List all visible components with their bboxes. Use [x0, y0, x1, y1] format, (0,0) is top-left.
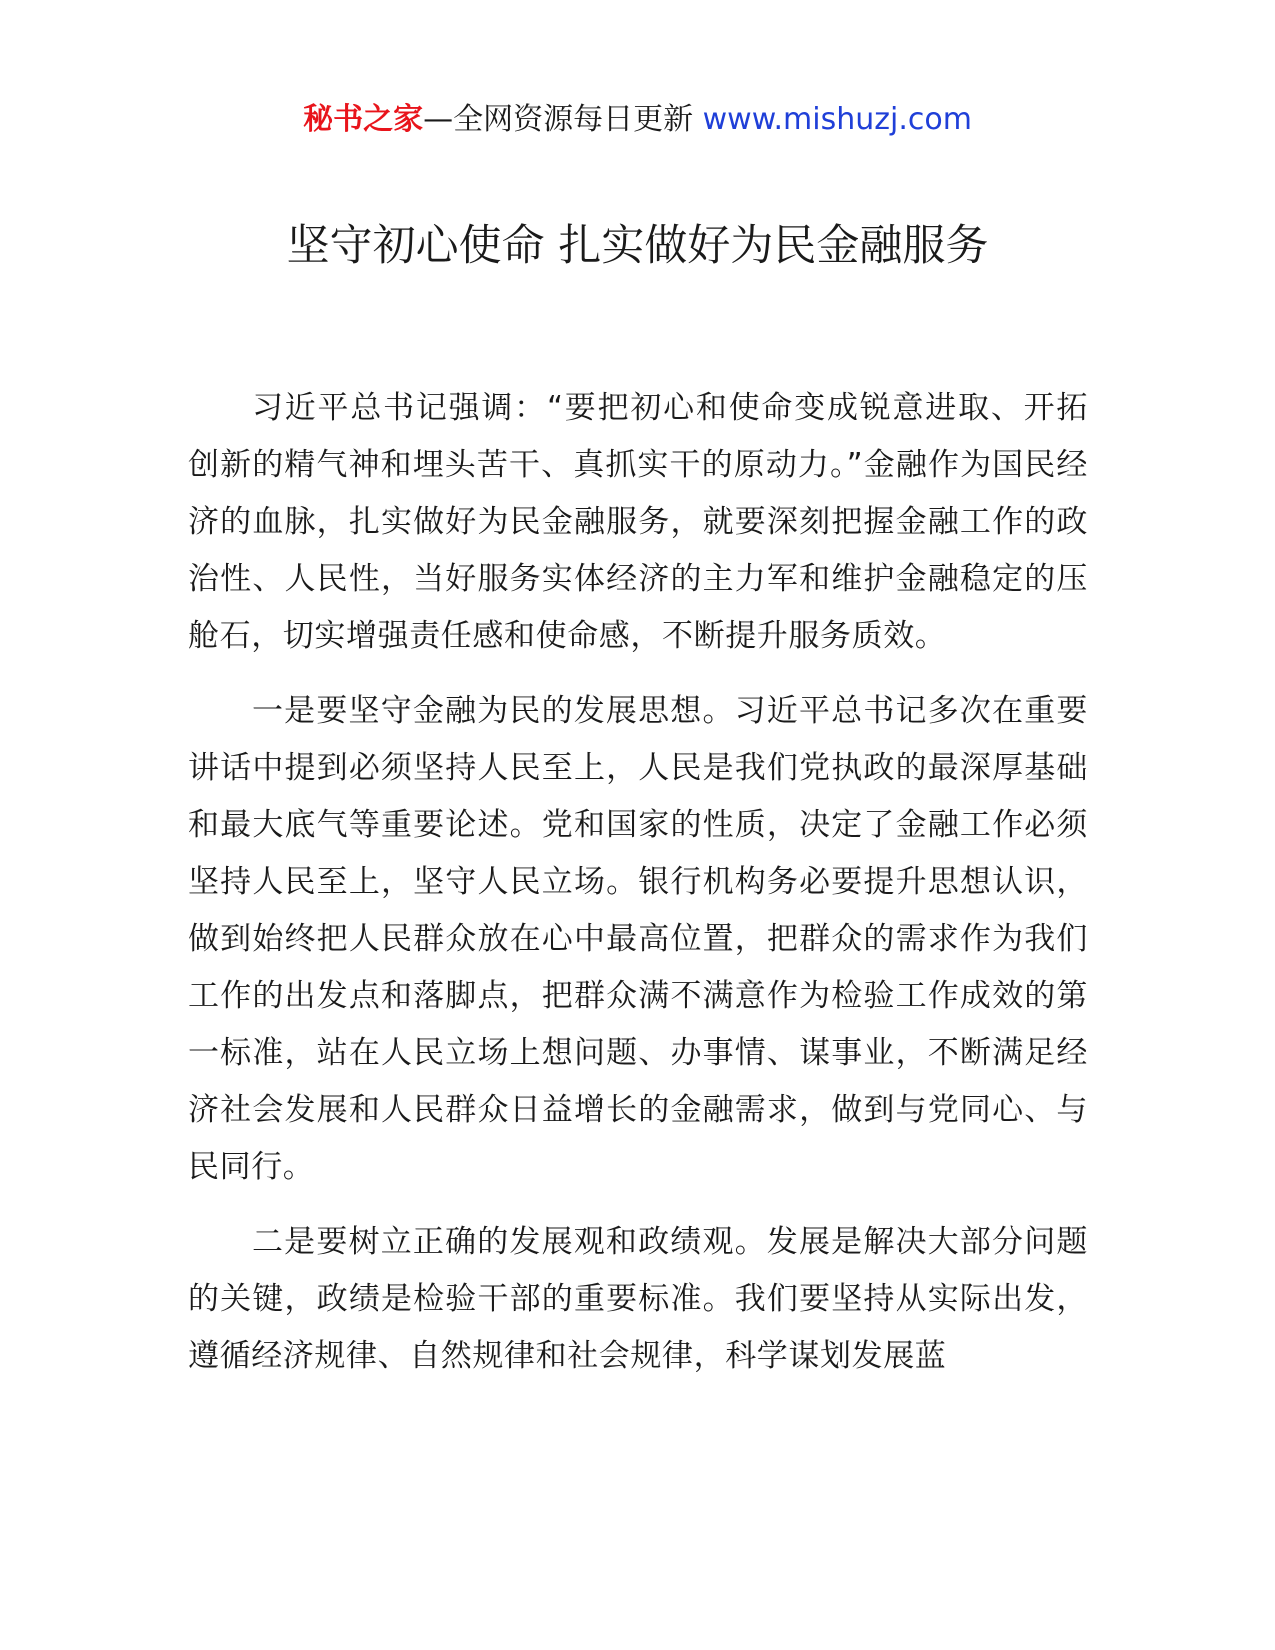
site-url-link[interactable]: www.mishuzj.com: [702, 102, 972, 137]
site-tagline: —全网资源每日更新: [423, 102, 703, 137]
paragraph-point-one: 一是要坚守金融为民的发展思想。习近平总书记多次在重要讲话中提到必须坚持人民至上，人民是我们党执政的最深厚基础和最大底气等重要论述。党和国家的性质，决定了金融工作必须坚持人民至上，坚守人民立场。银行机构务必要提升思想认识，做到始终把人民群众放在心中最高位置，把群众的需求作为我们工作的出发点和落脚点，把群众满不满意作为检验工作成效的第一标准，站在人民立场上想问题、办事情、谋事业，不断满足经济社会发展和人民群众日益增长的金融需求，做到与党同心、与民同行。: [188, 693, 1088, 1185]
site-brand: 秘书之家: [303, 102, 424, 137]
site-header: [0, 100, 1275, 140]
paragraph-intro: 习近平总书记强调：“要把初心和使命变成锐意进取、开拓创新的精气神和埋头苦干、真抓实干的原动力。”金融作为国民经济的血脉，扎实做好为民金融服务，就要深刻把握金融工作的政治性、人民性，当好服务实体经济的主力军和维护金融稳定的压舱石，切实增强责任感和使命感，不断提升服务质效。: [188, 390, 1088, 654]
paragraph-point-two: 二是要树立正确的发展观和政绩观。发展是解决大部分问题的关键，政绩是检验干部的重要标准。我们要坚持从实际出发，遵循经济规律、自然规律和社会规律，科学谋划发展蓝: [188, 1224, 1088, 1374]
document-body: [188, 380, 1088, 1403]
document-title: 坚守初心使命 扎实做好为民金融服务: [286, 221, 989, 271]
